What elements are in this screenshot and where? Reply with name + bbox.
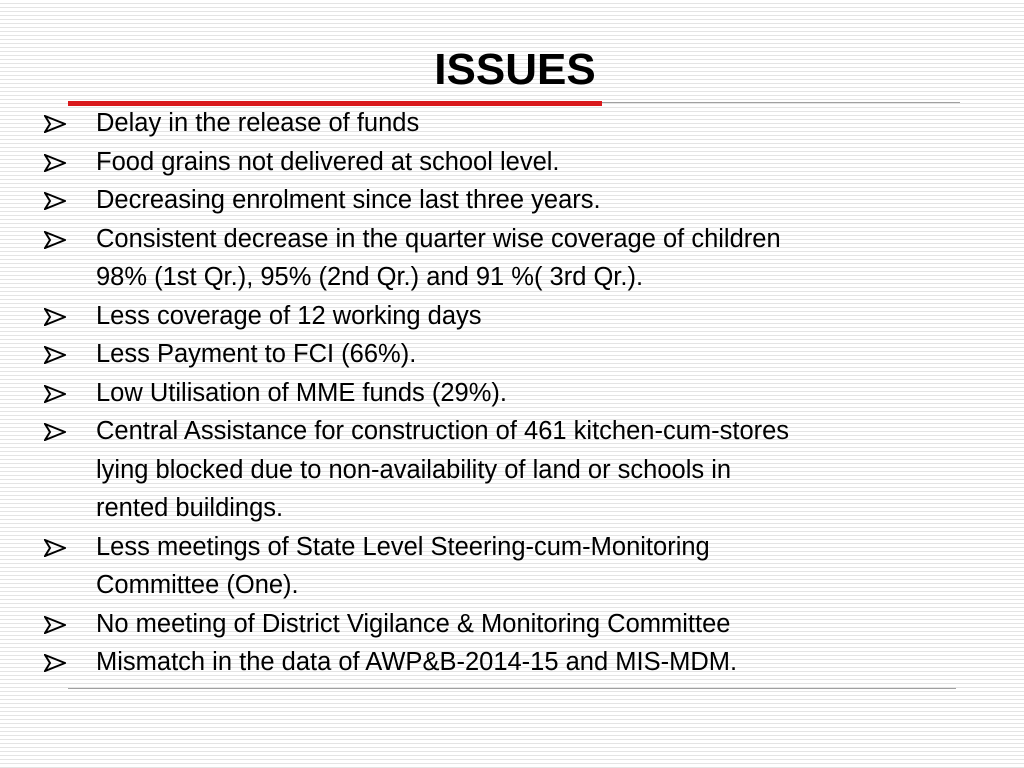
arrowhead-bullet-icon [44, 220, 72, 258]
arrowhead-bullet-icon [44, 412, 72, 450]
arrowhead-bullet-icon [44, 528, 72, 566]
list-item-text: Delay in the release of funds [96, 109, 420, 137]
arrowhead-bullet-icon [44, 643, 72, 681]
list-item-text-continued: Committee (One). [96, 571, 299, 599]
list-item-text: Central Assistance for construction of 461 kitchen-cum-stores [96, 417, 790, 445]
arrowhead-bullet-icon [44, 181, 72, 219]
arrowhead-bullet-icon [44, 104, 72, 142]
list-item [44, 104, 1004, 143]
bottom-divider-rule [68, 688, 956, 689]
list-item-text: Decreasing enrolment since last three years. [96, 186, 601, 214]
issue-list [44, 104, 1004, 682]
list-item-text-continued: lying blocked due to non-availability of land or schools in [96, 455, 732, 484]
arrowhead-bullet-icon [44, 143, 72, 181]
list-item [44, 143, 1004, 182]
list-item-text: Low Utilisation of MME funds (29%). [96, 378, 507, 407]
list-item-text: Consistent decrease in the quarter wise coverage of children [96, 224, 781, 253]
arrowhead-bullet-icon [44, 297, 72, 335]
list-item [44, 297, 1004, 336]
list-item [44, 374, 1004, 413]
list-item-text: Less Payment to FCI (66%). [96, 340, 417, 368]
list-item-text: No meeting of District Vigilance & Monitoring Committee [96, 609, 731, 638]
list-item [44, 643, 1004, 682]
list-item-text: Less coverage of 12 working days [96, 301, 482, 330]
list-item [44, 412, 1004, 528]
arrowhead-bullet-icon [44, 335, 72, 373]
title-divider-rule [602, 102, 960, 103]
list-item [44, 220, 1004, 297]
list-item [44, 605, 1004, 644]
list-item-text-continued: 98% (1st Qr.), 95% (2nd Qr.) and 91 %( 3rd Qr.). [96, 263, 644, 291]
list-item-text: Mismatch in the data of AWP&B-2014-15 and MIS-MDM. [96, 648, 738, 676]
list-item [44, 528, 1004, 605]
list-item [44, 335, 1004, 374]
list-item [44, 181, 1004, 220]
slide-title: ISSUES [434, 45, 596, 94]
list-item-text: Food grains not delivered at school level. [96, 147, 560, 176]
arrowhead-bullet-icon [44, 605, 72, 643]
list-item-text-continued: rented buildings. [96, 494, 284, 522]
list-item-text: Less meetings of State Level Steering-cum-Monitoring [96, 532, 710, 561]
arrowhead-bullet-icon [44, 374, 72, 412]
